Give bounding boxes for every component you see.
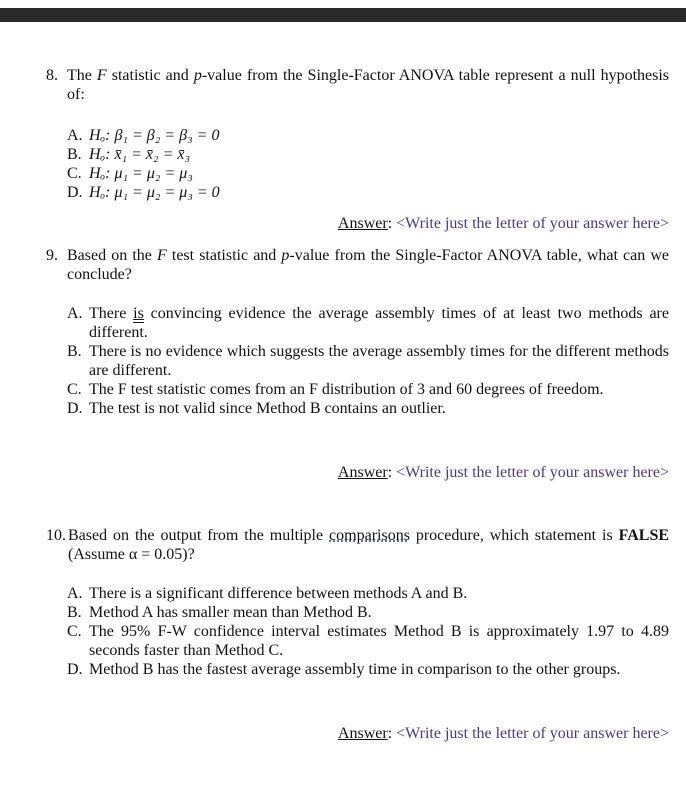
question-number: 10. (46, 527, 66, 544)
question-stem: The F statistic and p-value from the Single-Factor ANOVA table represent a null hypothesis of: (67, 67, 670, 103)
option-c: C. The 95% F-W confidence interval estimates Method B is approximately 1.97 to 4.89 seconds faster than Method C. (67, 623, 669, 659)
answer-label: Answer (337, 215, 388, 232)
option-b: B. There is no evidence which suggests the average assembly times for the different methods are different. (67, 343, 669, 379)
option-d: D. Method B has the fastest average assembly time in comparison to the other groups. (67, 661, 621, 678)
option-c: C. Hₒ: μ₁ = μ₂ = μ₃ (67, 165, 193, 182)
question-9 (46, 246, 669, 284)
question-9-options (67, 304, 669, 418)
option-a: A. There is a significant difference between methods A and B. (67, 585, 468, 602)
answer-placeholder[interactable]: <Write just the letter of your answer here> (396, 215, 669, 232)
option-d: D. The test is not valid since Method B contains an outlier. (67, 400, 446, 417)
answer-field-10[interactable]: Answer: <Write just the letter of your answer here> (337, 725, 669, 742)
question-stem: Based on the F test statistic and p-value from the Single-Factor ANOVA table, what can we conclude? (67, 247, 669, 283)
answer-label: Answer (337, 725, 388, 742)
question-number: 8. (46, 67, 58, 84)
option-c: C. The F test statistic comes from an F distribution of 3 and 60 degrees of freedom. (67, 381, 604, 398)
option-d: D. Hₒ: μ₁ = μ₂ = μ₃ = 0 (67, 184, 220, 201)
option-b: B. Hₒ: x̄₁ = x̄₂ = x̄₃ (67, 146, 191, 163)
question-8-options (67, 126, 669, 202)
question-8 (46, 66, 669, 104)
answer-field-9[interactable]: Answer: <Write just the letter of your answer here> (337, 464, 669, 481)
answer-label: Answer (337, 464, 388, 481)
question-number: 9. (46, 247, 58, 264)
option-a: A. Hₒ: β₁ = β₂ = β₃ = 0 (67, 127, 220, 144)
answer-placeholder[interactable]: <Write just the letter of your answer here> (396, 464, 669, 481)
answer-placeholder[interactable]: <Write just the letter of your answer here> (396, 725, 669, 742)
answer-field-8[interactable]: Answer: <Write just the letter of your answer here> (337, 215, 669, 232)
option-a: A. There is convincing evidence the average assembly times of at least two methods are different. (67, 305, 669, 341)
question-10 (46, 526, 669, 564)
question-stem: Based on the output from the multiple comparisons procedure, which statement is FALSE (Assume α = 0.05)? (68, 527, 670, 563)
option-b: B. Method A has smaller mean than Method B. (67, 604, 372, 621)
question-10-options (67, 584, 669, 679)
top-bar (0, 8, 686, 22)
